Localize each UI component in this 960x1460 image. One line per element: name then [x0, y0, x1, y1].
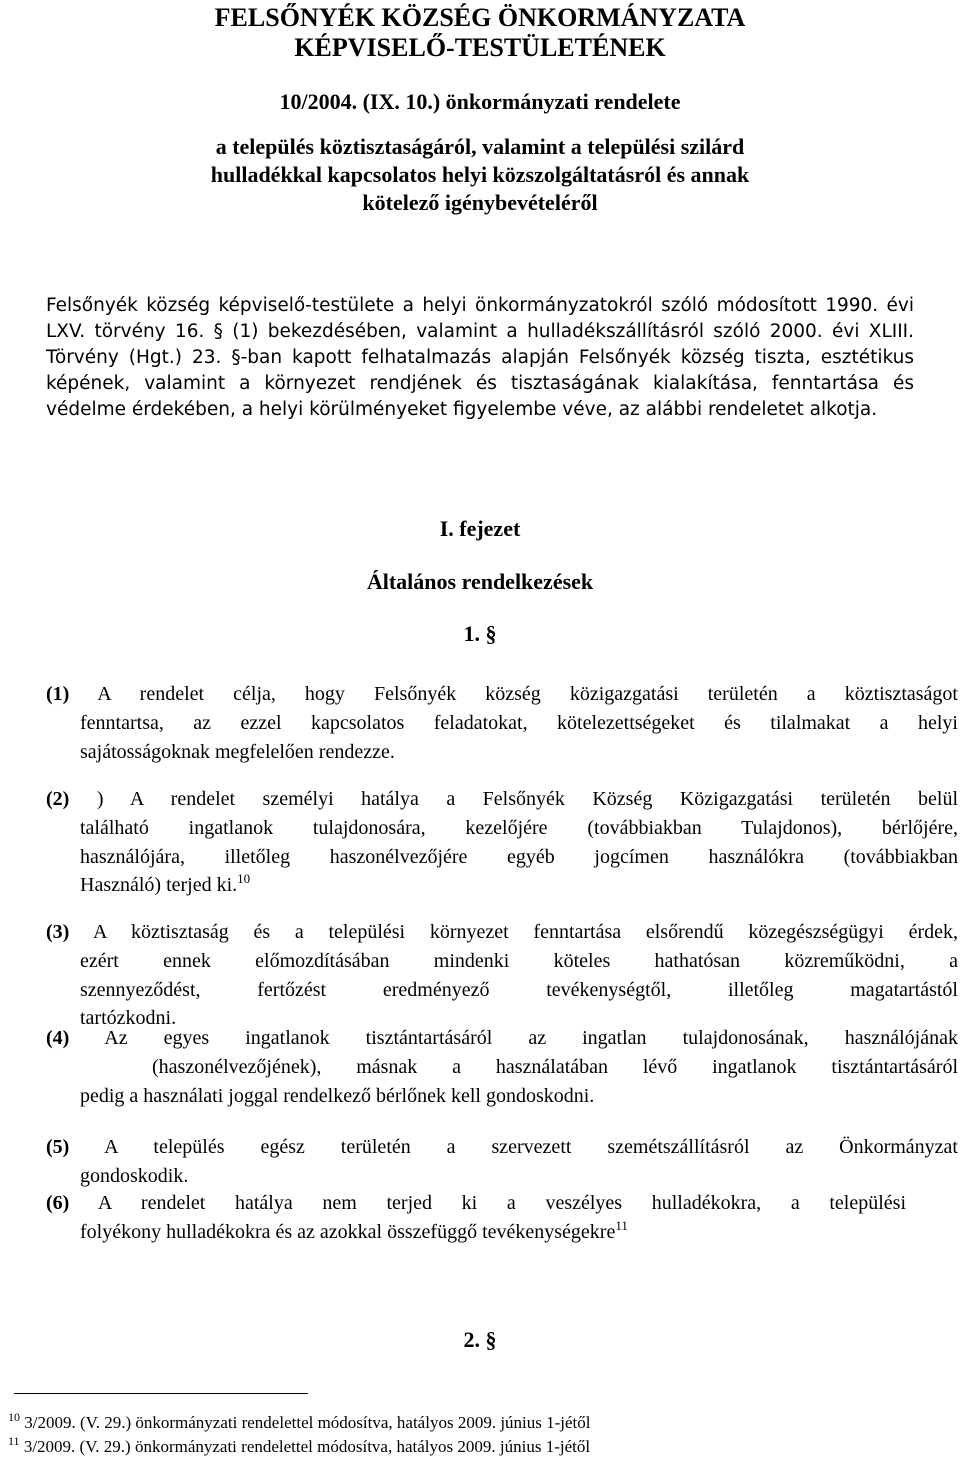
- paragraph-1: [46, 680, 958, 766]
- paragraph-4: [46, 1024, 958, 1110]
- paragraph-text: szennyeződést, fertőzést eredményező tevékenységtől, illetőleg magatartástól: [80, 978, 958, 1001]
- document-title-line1: FELSŐNYÉK KÖZSÉG ÖNKORMÁNYZATA: [214, 3, 746, 32]
- footnote-text: 3/2009. (V. 29.) önkormányzati rendelettel módosítva, hatályos 2009. június 1-jétől: [23, 1437, 591, 1456]
- paragraph-text: Az egyes ingatlanok tisztántartásáról az ingatlan tulajdonosának, használójának: [104, 1027, 958, 1049]
- decree-subject-line1: a település köztisztaságáról, valamint a települési szilárd: [215, 134, 745, 159]
- footnote-separator: [14, 1393, 308, 1394]
- paragraph-number: (5): [46, 1136, 70, 1158]
- paragraph-text: A rendelet hatálya nem terjed ki a veszélyes hulladékokra, a települési: [97, 1192, 907, 1214]
- paragraph-text: található ingatlanok tulajdonosára, kezelőjére (továbbiakban Tulajdonos), bérlőjére,: [80, 816, 958, 839]
- paragraph-5: [46, 1133, 958, 1191]
- footnote-number: 10: [8, 1410, 20, 1424]
- footnote-text: 3/2009. (V. 29.) önkormányzati rendelettel módosítva, hatályos 2009. június 1-jétől: [24, 1413, 591, 1432]
- paragraph-text: ezért ennek előmozdításában mindenki köteles hathatósan közreműködni, a: [80, 949, 958, 972]
- section-2-heading: 2. §: [463, 1327, 497, 1352]
- paragraph-text: A rendelet célja, hogy Felsőnyék község közigazgatási területén a köztisztaságot: [97, 683, 958, 705]
- paragraph-2: [46, 785, 958, 900]
- paragraph-text: tartózkodni.: [80, 1007, 177, 1030]
- footnote-ref[interactable]: 10: [237, 871, 251, 887]
- section-1-heading: 1. §: [463, 621, 497, 646]
- decree-subject-line2: hulladékkal kapcsolatos helyi közszolgáltatásról és annak: [210, 162, 750, 187]
- paragraph-text: (haszonélvezőjének), másnak a használatában lévő ingatlanok tisztántartásáról: [152, 1055, 958, 1078]
- paragraph-text: használójára, illetőleg haszonélvezőjére egyéb jogcímen használókra (továbbiakban: [80, 845, 958, 868]
- decree-number: 10/2004. (IX. 10.) önkormányzati rendelete: [279, 89, 681, 114]
- footnote-11: [8, 1436, 590, 1458]
- chapter-number: I. fejezet: [439, 516, 521, 541]
- paragraph-text: sajátosságoknak megfelelően rendezze.: [80, 740, 395, 763]
- decree-subject-line3: kötelező igénybevételéről: [362, 190, 598, 215]
- footnote-number: 11: [8, 1434, 20, 1448]
- paragraph-text: pedig a használati joggal rendelkező bérlőnek kell gondoskodni.: [80, 1084, 595, 1107]
- paragraph-number: (2): [46, 788, 70, 810]
- footnote-10: [8, 1412, 591, 1434]
- paragraph-text: ) A rendelet személyi hatálya a Felsőnyék Község Közigazgatási területén belül: [96, 788, 959, 810]
- paragraph-text: Használó) terjed ki.: [80, 874, 238, 897]
- document-title-line2: KÉPVISELŐ-TESTÜLETÉNEK: [294, 33, 666, 62]
- paragraph-number: (3): [46, 921, 70, 943]
- paragraph-text: A település egész területén a szervezett szemétszállításról az Önkormányzat: [104, 1136, 958, 1158]
- paragraph-3: [46, 918, 958, 1033]
- paragraph-6: [46, 1189, 906, 1247]
- paragraph-number: (6): [46, 1192, 70, 1214]
- paragraph-text: folyékony hulladékokra és az azokkal összefüggő tevékenységekre: [80, 1220, 616, 1243]
- paragraph-number: (1): [46, 683, 70, 705]
- paragraph-text: gondoskodik.: [80, 1164, 189, 1187]
- chapter-title: Általános rendelkezések: [366, 569, 594, 594]
- paragraph-text: A köztisztaság és a települési környezet fenntartása elsőrendű közegészségügyi érdek,: [92, 921, 958, 943]
- paragraph-number: (4): [46, 1027, 70, 1049]
- footnote-ref[interactable]: 11: [615, 1217, 628, 1233]
- paragraph-text: fenntartsa, az ezzel kapcsolatos feladatokat, kötelezettségeket és tilalmakat a helyi: [80, 711, 958, 734]
- preamble-text: Felsőnyék község képviselő-testülete a helyi önkormányzatokról szóló módosított 1990. évi LXV. törvény 16. § (1) bekezdésében, valamint a hulladékszállításról szóló 2000. évi XLIII. Törvény (Hgt.) 23. §-ban kapott felhatalmazás alapján Felsőnyék község tiszta, esztétikus képének, valamint a környezet rendjének és tisztaságának kialakítása, fenntartása és védelme érdekében, a helyi körülményeket figyelembe véve, az alábbi rendeletet alkotja.: [46, 295, 914, 420]
